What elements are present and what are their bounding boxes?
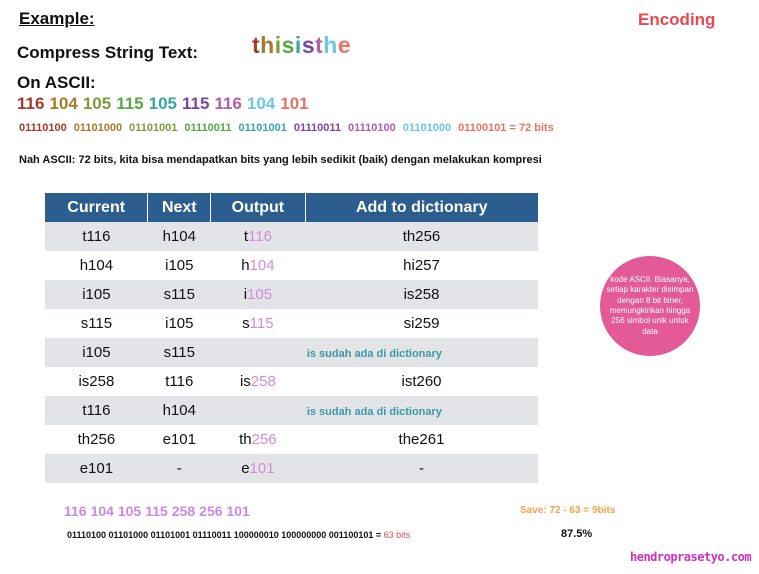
output-prefix: i [243, 286, 248, 303]
cell-current: t116 [45, 396, 148, 425]
ascii-code: 116 [17, 94, 45, 113]
ascii-code: 105 [148, 94, 177, 113]
table-row [45, 367, 538, 396]
ascii-code: 115 [182, 94, 210, 113]
dictionary-note: is sudah ada di dictionary [306, 348, 442, 360]
table-row [45, 222, 538, 251]
cell-output [211, 222, 305, 251]
table-header-row [45, 193, 538, 222]
word-letter: t [252, 32, 261, 58]
ascii-info-text: kode ASCII. Biasanya, setiap karakter disimpan dengan 8 bit biner, memungkinkan hingga 256 simbol unik untuk data [606, 274, 694, 336]
output-prefix: s [242, 315, 250, 332]
table-row [45, 396, 538, 425]
header-current: Current [45, 193, 148, 222]
cell-current: i105 [45, 338, 148, 367]
example-heading: Example: [19, 9, 95, 28]
encoding-title: Encoding [638, 10, 716, 29]
ascii-bit-group: 01100101 = 72 bits [458, 122, 554, 134]
cell-output [211, 454, 305, 483]
ascii-bits [19, 122, 561, 134]
word-letter: s [301, 32, 316, 58]
ascii-code: 105 [82, 94, 112, 113]
cell-next: e101 [148, 425, 211, 454]
table-row [45, 425, 538, 454]
word-letter: t [315, 32, 324, 58]
cell-next: t116 [148, 367, 211, 396]
cell-current: t116 [45, 222, 148, 251]
cell-current: h104 [45, 251, 148, 280]
output-binary-total: 63 bits [383, 530, 411, 540]
output-prefix: is [239, 373, 251, 390]
ascii-note: Nah ASCII: 72 bits, kita bisa mendapatkan bits yang lebih sedikit (baik) dengan melakukan kompresi [19, 154, 542, 166]
output-code: 116 [248, 228, 272, 245]
output-numbers [64, 503, 254, 519]
cell-next: h104 [148, 222, 211, 251]
output-number: 256 101 [199, 503, 250, 519]
output-code: 258 [250, 373, 276, 390]
save-text: Save: 72 - 63 = 9bits [520, 505, 616, 516]
output-code: 256 [251, 431, 277, 448]
word-letter: i [294, 32, 302, 58]
cell-output [211, 367, 305, 396]
ascii-bit-group: 01101000 [402, 122, 452, 134]
output-prefix: e [241, 460, 250, 477]
cell-output [211, 425, 305, 454]
compression-percent: 87.5% [561, 528, 593, 540]
brand-watermark: hendroprasetyo.com [630, 550, 752, 564]
output-prefix: t [243, 228, 248, 245]
cell-note [211, 338, 538, 367]
cell-output [211, 251, 305, 280]
output-binary [67, 530, 410, 540]
word-letter: h [323, 32, 338, 58]
output-number: 115 [145, 503, 168, 519]
output-code: 101 [249, 460, 275, 477]
lzw-table [45, 193, 538, 483]
output-binary-values: 01110100 01101000 01101001 01110011 100000010 100000000 001100101 = [67, 530, 382, 540]
ascii-info-bubble [600, 256, 700, 356]
ascii-bit-group: 01101001 [238, 122, 287, 134]
cell-output [211, 280, 305, 309]
table-row [45, 309, 538, 338]
ascii-bit-group: 01101001 [129, 122, 178, 134]
ascii-codes [17, 94, 314, 114]
output-code: 105 [247, 286, 273, 303]
cell-next: i105 [148, 309, 211, 338]
cell-dictionary: the261 [305, 425, 538, 454]
ascii-bit-group: 01110011 [293, 122, 342, 134]
cell-note [211, 396, 538, 425]
cell-dictionary: si259 [305, 309, 538, 338]
cell-next: s115 [148, 338, 211, 367]
cell-output [211, 309, 305, 338]
cell-dictionary: ist260 [305, 367, 538, 396]
cell-dictionary: is258 [305, 280, 538, 309]
header-next: Next [148, 193, 211, 222]
ascii-bit-group: 01110100 [19, 122, 67, 134]
output-code: 115 [249, 315, 274, 332]
ascii-code: 116 [214, 94, 242, 113]
output-prefix: h [241, 257, 250, 274]
cell-next: s115 [148, 280, 211, 309]
cell-dictionary: - [305, 454, 538, 483]
compress-label: Compress String Text: [17, 43, 199, 62]
ascii-code: 104 [49, 94, 78, 113]
cell-next: h104 [148, 396, 211, 425]
word-letter: h [260, 32, 275, 58]
output-prefix: th [239, 431, 252, 448]
cell-dictionary: hi257 [305, 251, 538, 280]
cell-next: - [148, 454, 211, 483]
ascii-bit-group: 01101000 [73, 122, 123, 134]
output-number: 104 105 [90, 503, 142, 519]
output-code: 104 [249, 257, 275, 274]
word-letter: e [337, 32, 352, 58]
cell-current: is258 [45, 367, 148, 396]
table-row [45, 338, 538, 367]
cell-dictionary: th256 [305, 222, 538, 251]
table-row [45, 454, 538, 483]
ascii-bit-group: 01110011 [184, 122, 232, 134]
dictionary-note: is sudah ada di dictionary [306, 406, 442, 418]
ascii-code: 104 [246, 94, 276, 113]
cell-current: i105 [45, 280, 148, 309]
cell-next: i105 [148, 251, 211, 280]
word-letter: i [274, 32, 282, 58]
header-output: Output [211, 193, 305, 222]
table-row [45, 280, 538, 309]
cell-current: s115 [45, 309, 148, 338]
on-ascii-label: On ASCII: [17, 73, 96, 92]
table-row [45, 251, 538, 280]
input-word [252, 32, 351, 59]
ascii-code: 101 [280, 94, 309, 113]
ascii-code: 115 [116, 94, 144, 113]
output-number: 258 [171, 503, 196, 519]
word-letter: s [281, 32, 295, 58]
ascii-bit-group: 01110100 [348, 122, 396, 134]
header-add-dictionary: Add to dictionary [305, 193, 538, 222]
cell-current: e101 [45, 454, 148, 483]
cell-current: th256 [45, 425, 148, 454]
output-number: 116 [64, 503, 87, 519]
